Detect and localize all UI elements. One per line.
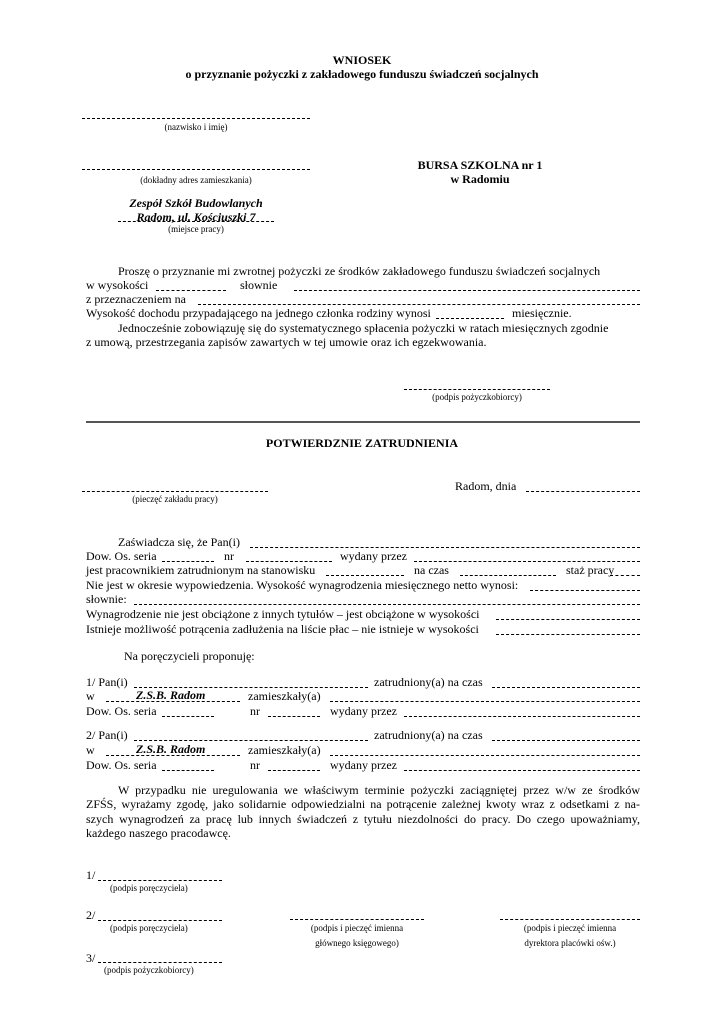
salary-words-label: słownie: [86,592,127,606]
guarantor-1-issued-label: wydany przez [330,704,397,718]
guarantor-1-label: 1/ Pan(i) [86,675,128,689]
signature-2-number: 2/ [86,908,96,922]
accountant-caption-line-2: głównego księgowego) [315,938,399,948]
seniority-field[interactable] [610,575,640,576]
signature-3-number: 3/ [86,951,96,965]
workplace-field[interactable] [118,221,274,222]
stamp-field[interactable] [82,491,268,492]
employee-name-field[interactable] [250,547,640,548]
guarantor-2-address-field[interactable] [330,755,640,756]
deduction-field[interactable] [496,634,640,635]
guarantor-2-residing-label: zamieszkały(a) [248,743,321,757]
guarantor-1-nr-label: nr [250,704,260,718]
director-signature-field[interactable] [500,919,640,920]
document-subtitle: o przyznanie pożyczki z zakładowego funduszu świadczeń socjalnych [185,67,539,81]
director-caption-line-1: (podpis i pieczęć imienna [523,923,617,933]
borrower-final-signature-field[interactable] [98,962,222,963]
guarantor-1-signature-field[interactable] [98,880,222,881]
borrower-signature-caption: (podpis pożyczkobiorcy) [432,392,522,402]
recipient-city: w Radomiu [450,172,510,186]
recipient-name: BURSA SZKOLNA nr 1 [417,158,543,172]
workplace-address: Radom, ul. Kościuszki 7 [136,210,256,224]
guarantor-2-label: 2/ Pan(i) [86,728,128,742]
accountant-caption-line-1: (podpis i pieczęć imienna [310,923,404,933]
consent-line-4: każdego naszego pracodawcę. [86,826,231,840]
confirmation-title: POTWIERDZNIE ZATRUDNIENIA [265,436,459,450]
date-field[interactable] [526,491,640,492]
director-caption-line-2: dyrektora placówki ośw.) [524,938,616,948]
section-divider [86,421,640,423]
guarantor-2-nr-label: nr [250,758,260,772]
guarantor-1-issued-field[interactable] [404,716,640,717]
accountant-signature-field[interactable] [290,919,424,920]
guarantor-1-id-number-field[interactable] [268,716,320,717]
document-title: WNIOSEK [332,53,392,67]
guarantor-2-workplace: Z.S.B. Radom [136,742,206,756]
workplace-name: Zespół Szkół Budowlanych [129,196,263,210]
workplace-caption: (miejsce pracy) [168,224,224,234]
consent-line-2: ZFŚS, wyrażamy zgodę, jako solidarnie odpowiedzialni na potrącenie zależnej kwoty wraz z odsetkami z na- [86,797,640,811]
guarantor-2-name-field[interactable] [134,740,368,741]
date-label: Radom, dnia [455,479,517,493]
guarantor-2-workplace-field[interactable] [106,755,240,756]
name-field-caption: (nazwisko i imię) [164,122,228,132]
income-monthly-label: miesięcznie. [512,306,572,320]
amount-label: w wysokości [86,278,149,292]
address-field[interactable] [82,169,310,170]
salary-words-field[interactable] [134,604,640,605]
guarantor-1-w-label: w [86,689,95,703]
guarantor-1-workplace-field[interactable] [106,701,240,702]
certifies-label: Zaświadcza się, że Pan(i) [118,535,240,549]
encumbrance-line: Wynagrodzenie nie jest obciążone z innych tytułów – jest obciążone w wysokości [86,607,480,621]
guarantor-1-id-label: Dow. Os. seria [86,704,157,718]
commitment-line-2: z umową, przestrzegania zapisów zawartych w tej umowie oraz ich egzekwowania. [86,335,487,349]
id-series-label: Dow. Os. seria [86,549,157,563]
commitment-line-1: Jednocześnie zobowiązuję się do systematycznego spłacenia pożyczki w ratach miesięcznych zgodnie [118,321,609,335]
issued-by-field[interactable] [414,561,640,562]
position-label: jest pracownikiem zatrudnionym na stanowisku [86,563,316,577]
income-label: Wysokość dochodu przypadającego na jednego członka rodziny wynosi [86,306,431,320]
guarantor-2-w-label: w [86,743,95,757]
net-salary-field[interactable] [530,590,640,591]
notice-line: Nie jest w okresie wypowiedzenia. Wysokość wynagrodzenia miesięcznego netto wynosi: [86,578,519,592]
consent-line-1: W przypadku nie uregulowania we właściwym terminie pożyczki zaciągniętej przez w/w ze środków [118,783,640,797]
guarantors-intro: Na poręczycieli proponuję: [124,649,255,663]
guarantor-1-period-field[interactable] [492,687,640,688]
deduction-line: Istnieje możliwość potrącenia zadłużenia na liście płac – nie istnieje w wysokości [86,622,479,636]
guarantor-2-issued-field[interactable] [404,770,640,771]
guarantor-1-residing-label: zamieszkały(a) [248,689,321,703]
encumbrance-field[interactable] [496,619,640,620]
purpose-label: z przeznaczeniem na [86,292,186,306]
amount-words-field[interactable] [294,290,640,291]
borrower-final-signature-caption: (podpis pożyczkobiorcy) [104,965,194,975]
position-field[interactable] [326,575,404,576]
guarantor-2-employed-label: zatrudniony(a) na czas [374,728,483,742]
amount-words-label: słownie [240,278,278,292]
guarantor-2-id-number-field[interactable] [268,770,320,771]
guarantor-2-period-field[interactable] [492,740,640,741]
id-series-field[interactable] [162,561,214,562]
id-number-field[interactable] [246,561,332,562]
period-label: na czas [414,563,449,577]
income-field[interactable] [436,318,504,319]
guarantor-1-employed-label: zatrudniony(a) na czas [374,675,483,689]
period-field[interactable] [460,575,556,576]
signature-1-number: 1/ [86,868,96,882]
borrower-signature-field[interactable] [404,389,550,390]
guarantor-2-signature-caption: (podpis poręczyciela) [110,923,188,933]
guarantor-1-signature-caption: (podpis poręczyciela) [110,883,188,893]
guarantor-1-address-field[interactable] [330,701,640,702]
address-field-caption: (dokładny adres zamieszkania) [140,175,252,185]
seniority-label: staż pracy [566,563,615,577]
purpose-field[interactable] [198,304,640,305]
guarantor-1-id-series-field[interactable] [162,716,214,717]
issued-by-label: wydany przez [340,549,407,563]
name-field[interactable] [82,118,310,119]
guarantor-2-id-series-field[interactable] [162,770,214,771]
guarantor-1-workplace: Z.S.B. Radom [136,688,206,702]
guarantor-2-signature-field[interactable] [98,920,222,921]
request-paragraph: Proszę o przyznanie mi zwrotnej pożyczki ze środków zakładowego funduszu świadczeń socjalnych [118,264,601,278]
guarantor-2-issued-label: wydany przez [330,758,397,772]
consent-line-3: szych wynagrodzeń za pracę lub innych świadczeń z tytułu niezdolności do pracy. Do czego upoważniamy, [86,812,640,826]
amount-field[interactable] [156,290,226,291]
stamp-caption: (pieczęć zakładu pracy) [132,494,218,504]
id-number-label: nr [224,549,234,563]
guarantor-2-id-label: Dow. Os. seria [86,758,157,772]
